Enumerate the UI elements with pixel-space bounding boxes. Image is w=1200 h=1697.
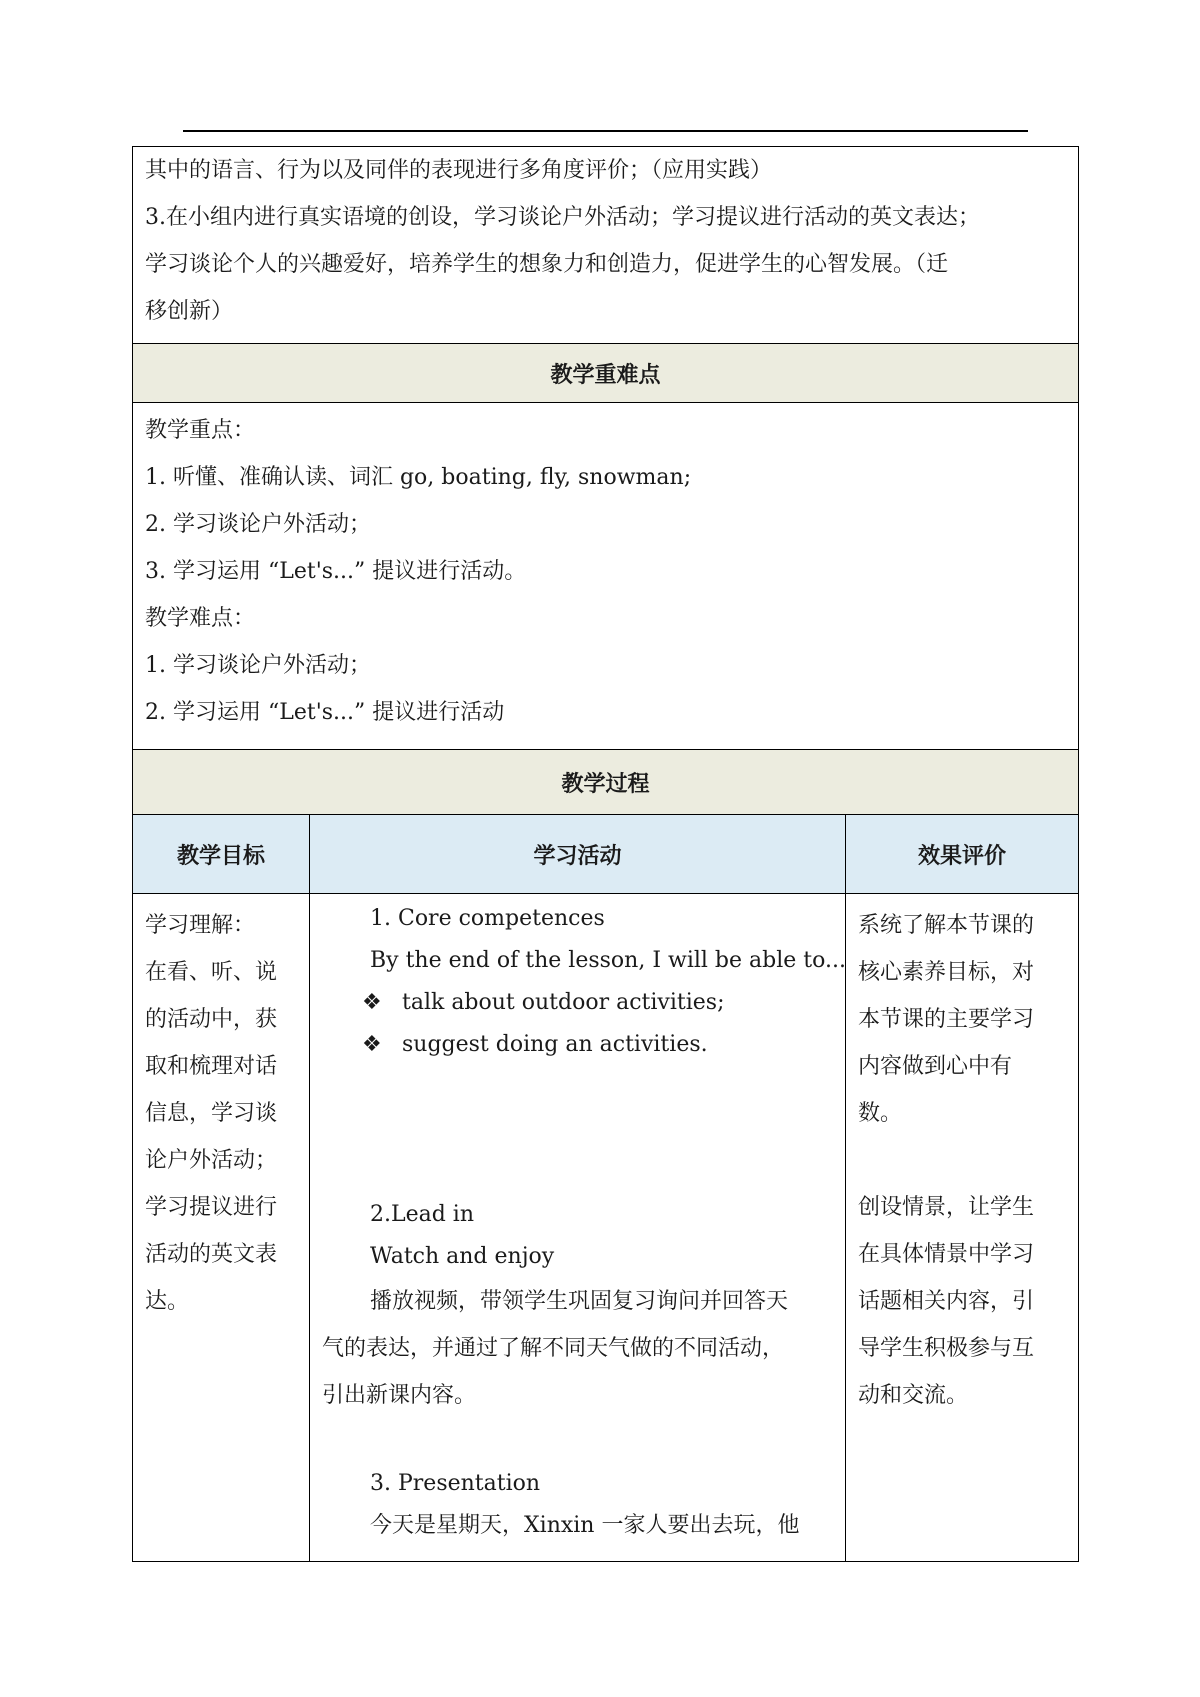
process-body-row <box>133 894 1079 1562</box>
spacer <box>322 1419 833 1463</box>
core-competences-intro: By the end of the lesson, I will be able to... <box>370 948 846 973</box>
lead-in-subtitle: Watch and enjoy <box>370 1244 555 1269</box>
spacer <box>858 1137 1066 1184</box>
key-points-row <box>133 403 1079 750</box>
column-header-goal: 教学目标 <box>133 815 310 894</box>
evaluation-line: 内容做到心中有 <box>858 1054 1013 1079</box>
lesson-plan-table <box>132 146 1079 1562</box>
intro-line: 3.在小组内进行真实语境的创设，学习谈论户外活动；学习提议进行活动的英文表达； <box>145 205 980 230</box>
goal-line: 论户外活动； <box>145 1148 278 1173</box>
key-points-line: 1. 学习谈论户外活动； <box>145 653 371 678</box>
goal-line: 的活动中，获 <box>145 1007 278 1032</box>
goal-line: 取和梳理对话 <box>145 1054 278 1079</box>
goal-line: 活动的英文表 <box>145 1242 278 1267</box>
intro-cell <box>133 147 1079 344</box>
evaluation-line: 在具体情景中学习 <box>858 1242 1035 1267</box>
column-header-evaluation: 效果评价 <box>846 815 1079 894</box>
key-points-line: 1. 听懂、准确认读、词汇 go, boating, fly, snowman; <box>145 465 692 490</box>
lead-in-line: 引出新课内容。 <box>322 1383 477 1408</box>
evaluation-line: 核心素养目标，对 <box>858 960 1035 985</box>
evaluation-cell <box>846 894 1079 1562</box>
evaluation-line: 动和交流。 <box>858 1383 969 1408</box>
column-header-row <box>133 815 1079 894</box>
goal-line: 在看、听、说 <box>145 960 278 985</box>
lead-in-line: 气的表达，并通过了解不同天气做的不同活动， <box>322 1336 785 1361</box>
spacer <box>322 1066 833 1194</box>
process-header-row <box>133 750 1079 815</box>
top-rule <box>183 130 1028 132</box>
column-header-activity: 学习活动 <box>310 815 846 894</box>
bullet-text: talk about outdoor activities; <box>402 990 725 1015</box>
bullet-text: suggest doing an activities. <box>402 1032 708 1057</box>
intro-line: 其中的语言、行为以及同伴的表现进行多角度评价；（应用实践） <box>145 158 773 183</box>
evaluation-line: 数。 <box>858 1101 903 1126</box>
evaluation-line: 导学生积极参与互 <box>858 1336 1035 1361</box>
goal-cell <box>133 894 310 1562</box>
evaluation-line: 本节课的主要学习 <box>858 1007 1035 1032</box>
evaluation-line: 话题相关内容，引 <box>858 1289 1035 1314</box>
evaluation-line: 创设情景，让学生 <box>858 1195 1035 1220</box>
intro-row <box>133 147 1079 344</box>
goal-line: 信息，学习谈 <box>145 1101 278 1126</box>
key-points-line: 2. 学习运用 “Let's...” 提议进行活动 <box>145 700 505 725</box>
lead-in-line: 播放视频，带领学生巩固复习询问并回答天 <box>370 1289 789 1314</box>
goal-line: 学习理解： <box>145 913 256 938</box>
key-points-header: 教学重难点 <box>133 344 1079 403</box>
diamond-bullet-icon: ❖ <box>362 1032 382 1057</box>
key-points-line: 2. 学习谈论户外活动； <box>145 512 371 537</box>
goal-line: 学习提议进行 <box>145 1195 278 1220</box>
key-points-cell <box>133 403 1079 750</box>
bullet-item <box>322 982 833 1024</box>
core-competences-title: 1. Core competences <box>370 906 605 931</box>
key-points-line: 3. 学习运用 “Let's...” 提议进行活动。 <box>145 559 527 584</box>
presentation-title: 3. Presentation <box>370 1471 541 1496</box>
intro-line: 移创新） <box>145 299 234 324</box>
key-points-header-row <box>133 344 1079 403</box>
key-points-line: 教学重点： <box>145 418 256 443</box>
activity-cell <box>310 894 846 1562</box>
key-points-line: 教学难点： <box>145 606 256 631</box>
process-header: 教学过程 <box>133 750 1079 815</box>
evaluation-line: 系统了解本节课的 <box>858 913 1035 938</box>
goal-line: 达。 <box>145 1289 190 1314</box>
diamond-bullet-icon: ❖ <box>362 990 382 1015</box>
presentation-line: 今天是星期天，Xinxin 一家人要出去玩，他 <box>370 1513 800 1538</box>
intro-line: 学习谈论个人的兴趣爱好，培养学生的想象力和创造力，促进学生的心智发展。（迁 <box>145 252 949 277</box>
lead-in-title: 2.Lead in <box>370 1202 475 1227</box>
bullet-item <box>322 1024 833 1066</box>
